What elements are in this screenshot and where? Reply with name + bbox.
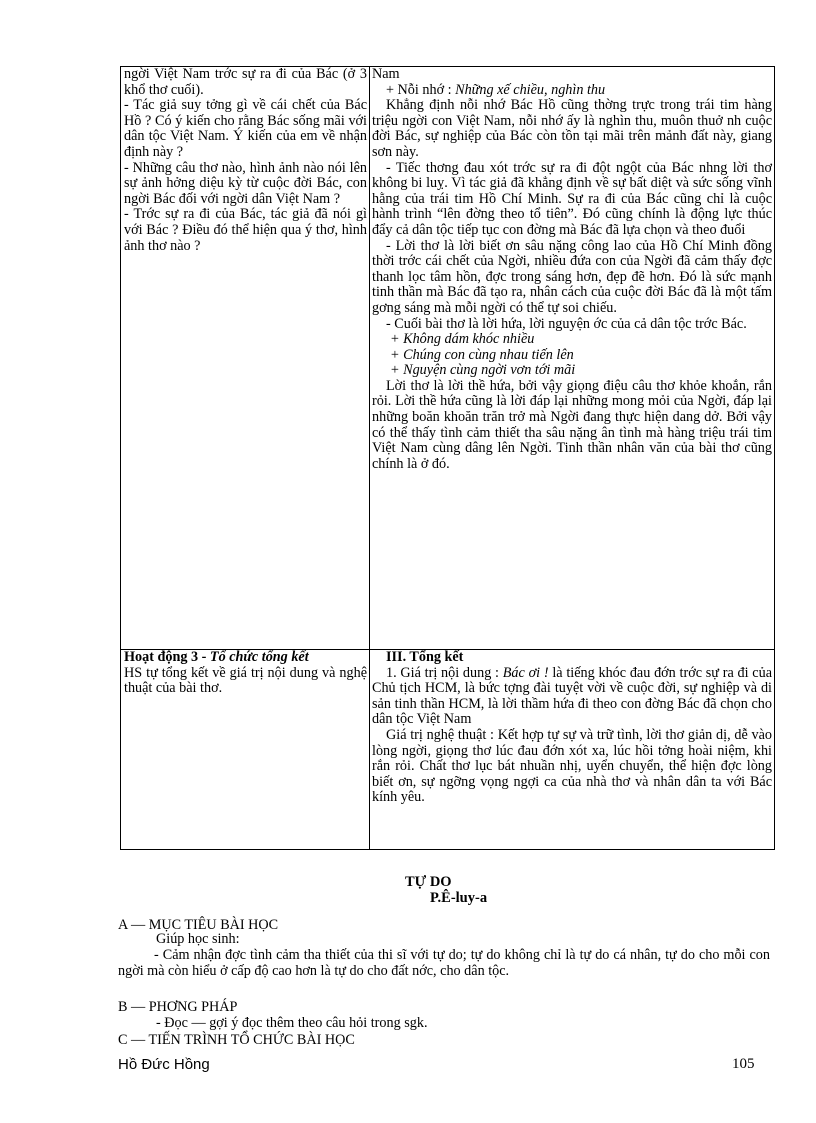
right-para: - Lời thơ là lời biết ơn sâu nặng công lao của Hồ Chí Minh đồng thời trớc cái chết của Ngời, nhiều đứa con của Ngời đã cảm thấy đợc thanh lọc tâm hồn, đợc trong sáng hơn, đẹp đẽ hơn. Đó là sức mạnh tinh thần mà Bác đã tạo ra, nhân cách của cuộc đời Bác đã là một tấm gơng sáng mà mỗi ngời có thể tự soi chiếu.	[372, 237, 772, 316]
summary-content-prefix: 1. Giá trị nội dung :	[386, 664, 503, 681]
page-number: 105	[732, 1056, 755, 1072]
pledge-line: + Chúng con cùng nhau tiến lên	[390, 346, 574, 363]
memory-italic: Những xế chiều, nghìn thu	[455, 81, 606, 98]
left-cell	[121, 67, 370, 649]
left-para: ngời Việt Nam trớc sự ra đi của Bác (ở 3 khổ thơ cuối).	[124, 66, 367, 98]
pledge-line: + Không dám khóc nhiều	[390, 331, 535, 348]
summary-heading: III. Tổng kết	[386, 649, 464, 665]
lesson-table	[120, 66, 775, 850]
table-row	[121, 649, 774, 849]
summary-content-rest: là tiếng khóc đau đớn trớc sự ra đi của Chủ tịch HCM, là bức tợng đài tuyệt vời về cuộc đời, sự nghiệp và di sản tinh thần HCM, là lời thầm hứa đi theo con đờng Bác đã chọn cho dân tộc Việt Nam	[372, 664, 772, 728]
lesson-title: TỰ DO	[405, 874, 452, 890]
left-para: - Những câu thơ nào, hình ảnh nào nói lên sự ảnh hởng diệu kỳ từ cuộc đời Bác, con ngời Bác đối với ngời dân Việt Nam ?	[124, 159, 367, 207]
activity-heading-bold: Hoạt động 3 -	[124, 649, 210, 665]
right-cell	[370, 650, 774, 849]
summary-content-italic: Bác ơi !	[502, 664, 549, 681]
left-cell	[121, 650, 370, 849]
summary-art: Giá trị nghệ thuật : Kết hợp tự sự và trữ tình, lời thơ giản dị, dễ vào lòng ngời, giọng thơ lúc đau đớn xót xa, lúc hồi tởng hoài niệm, khi rắn rỏi. Chất thơ lục bát nhuần nhị, uyển chuyển, thể hiện đợc lòng biết ơn, sự ngỡng vọng ngợi ca của nhà thơ và nhân dân ta với Bác kính yêu.	[372, 726, 772, 806]
table-row	[121, 67, 774, 649]
section-a-sub: Giúp học sinh:	[156, 931, 240, 947]
activity-heading	[124, 650, 367, 666]
section-a-body: - Cảm nhận đợc tình cảm tha thiết của thi sĩ với tự do; tự do không chỉ là tự do cá nhân, tự do cho mỗi con ngời mà còn hiểu ở cấp độ cao hơn là tự do cho đất nớc, cho dân tộc.	[118, 947, 770, 979]
right-intro: Nam	[372, 66, 400, 82]
right-para: - Tiếc thơng đau xót trớc sự ra đi đột ngột của Bác nhng lời thơ không bi luỵ. Vì tác giả đã khẳng định về sự bất diệt và sức sống vĩnh hằng của trái tim Hồ Chí Minh. Sự ra đi của Bác cũng chỉ là cuộc hành trình “lên đờng theo tổ tiên”. Đó cũng chính là động lực thúc đẩy cả dân tộc tiếp tục con đờng mà Bác đã lựa chọn và theo đuổi	[372, 159, 772, 238]
section-c-heading: C — TIẾN TRÌNH TỔ CHỨC BÀI HỌC	[118, 1032, 355, 1048]
section-a-heading: A — MỤC TIÊU BÀI HỌC	[118, 917, 279, 933]
lesson-author: P.Ê-luy-a	[430, 890, 488, 906]
left-para: - Trớc sự ra đi của Bác, tác giả đã nói gì với Bác ? Điều đó thể hiện qua ý thơ, hình ảnh thơ nào ?	[124, 206, 367, 254]
summary-content	[372, 666, 772, 728]
right-para: - Cuối bài thơ là lời hứa, lời nguyện ớc của cả dân tộc trớc Bác.	[386, 315, 747, 332]
right-closing: Lời thơ là lời thề hứa, bởi vậy giọng điệu câu thơ khỏe khoắn, rắn rỏi. Lời thề hứa cũng là lời đáp lại những mong mỏi của Ngời, đáp lại những boăn khoăn trăn trở mà Ngời đang thực hiện dang dở. Bởi vậy có thể thấy tình cảm thiết tha sâu nặng ân tình mà hàng triệu trái tim Việt Nam cùng dâng lên Ngời. Tinh thần nhân văn của bài thơ cũng chính là ở đó.	[372, 377, 772, 472]
right-para: Khẳng định nỗi nhớ Bác Hồ cũng thờng trực trong trái tim hàng triệu ngời con Việt Nam, nỗi nhớ ấy là nghìn thu, muôn thuở nh cuộc đời Bác, sự nghiệp của Bác còn tồn tại mãi trên mảnh đất này, giang sơn này.	[372, 97, 772, 160]
pledge-line: + Nguyện cùng ngời vơn tới mãi	[390, 362, 576, 379]
memory-line	[372, 83, 772, 99]
right-cell	[370, 67, 774, 649]
section-b-heading: B — PHƠNG PHÁP	[118, 999, 238, 1015]
section-b-body: - Đọc — gợi ý đọc thêm theo câu hỏi trong sgk.	[156, 1015, 428, 1031]
activity-body: HS tự tổng kết về giá trị nội dung và nghệ thuật của bài thơ.	[124, 664, 367, 697]
memory-prefix: + Nỗi nhớ :	[386, 81, 456, 98]
footer-author: Hồ Đức Hồng	[118, 1056, 210, 1073]
left-para: - Tác giả suy tởng gì về cái chết của Bác Hồ ? Có ý kiến cho rằng Bác sống mãi với dân tộc Việt Nam. Ý kiến của em về nhận định này ?	[124, 97, 367, 160]
activity-heading-italic: Tổ chức tổng kết	[209, 649, 309, 665]
